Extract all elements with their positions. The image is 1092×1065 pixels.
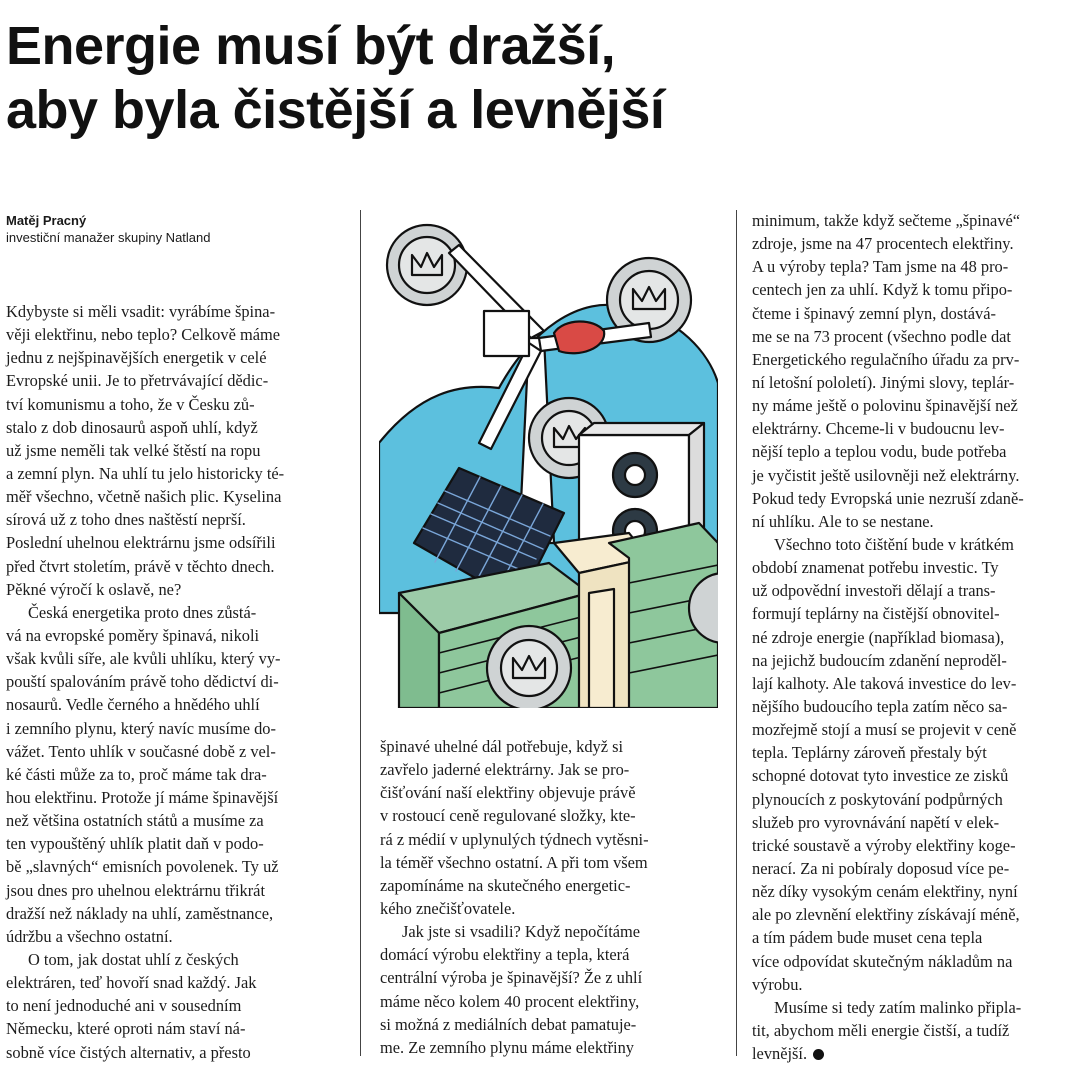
text-line: máme něco kolem 40 procent elektřiny,: [380, 991, 640, 1011]
text-line: Všechno toto čištění bude v krátkém: [774, 534, 1014, 554]
text-line: nosaurů. Vedle černého a hnědého uhlí: [6, 695, 260, 715]
end-mark-icon: [813, 1049, 824, 1060]
text-line: ten vypouštěný uhlík platit daň v podo-: [6, 834, 264, 854]
text-line: hou elektřinu. Protože jí máme špinavější: [6, 787, 279, 807]
text-line: centech jen za uhlí. Když k tomu připo-: [752, 280, 1013, 300]
text-line: elektrárny. Chceme-li v budoucnu lev-: [752, 419, 1005, 439]
text-line: né zdroje energie (například biomasa),: [752, 627, 1005, 647]
text-line: i zemního plynu, který navíc musíme do-: [6, 718, 276, 738]
text-line: a zemní plyn. Na uhlí tu jelo historicky té-: [6, 463, 285, 483]
text-line: minimum, takže když sečteme „špinavé“: [752, 211, 1021, 230]
text-line: mozřejmě stojí a musí se projevit v ceně: [752, 720, 1017, 740]
author-role: investiční manažer skupiny Natland: [6, 230, 211, 245]
text-line: výrobu.: [752, 974, 803, 994]
text-line: tví komunismu a toho, že v Česku zů-: [6, 394, 255, 414]
text-line: měř všechno, včetně našich plic. Kyselina: [6, 487, 282, 507]
text-line: zapomínáme na skutečného energetic-: [380, 875, 631, 895]
column-divider: [736, 210, 737, 1056]
text-line: na jejichž budoucím zdanění neproděl-: [752, 650, 1007, 670]
text-line: Kdybyste si měli vsadit: vyrábíme špina-: [6, 302, 276, 321]
text-line: kého znečišťovatele.: [380, 898, 516, 918]
text-line: me se na 73 procent (všechno podle dat: [752, 326, 1011, 346]
text-line: vá na evropské poměry špinavá, nikoli: [6, 625, 260, 645]
text-line: dražší než náklady na uhlí, zaměstnance,: [6, 903, 274, 923]
text-line: údržbu a všechno ostatní.: [6, 926, 173, 946]
author-byline: [6, 212, 211, 246]
text-line: nějšího budoucího tepla zatím něco sa-: [752, 696, 1008, 716]
text-line: nerací. Za ni pobíraly doposud více pe-: [752, 858, 1010, 878]
text-line: nější teplo a teplou vodu, bude potřeba: [752, 442, 1007, 462]
energy-illustration: [379, 213, 718, 708]
text-line: tit, abychom měli energie čistší, a tudíž: [752, 1020, 1010, 1040]
text-line: už jsme neměli tak velké štěstí na ropu: [6, 440, 261, 460]
text-line: Poslední uhelnou elektrárnu jsme odsířili: [6, 533, 276, 553]
headline-line-2: aby byla čistější a levnější: [6, 80, 665, 140]
text-line: zavřelo jaderné elektrárny. Jak se pro-: [380, 760, 630, 780]
text-line: ale po zlevnění elektřiny získávají méně,: [752, 905, 1020, 925]
text-line: si možná z mediálních debat pamatuje-: [380, 1014, 637, 1034]
text-line: Musíme si tedy zatím malinko připla-: [774, 997, 1022, 1017]
text-line: zdroje, jsme na 47 procentech elektřiny.: [752, 234, 1014, 254]
text-line: už odpovědní investoři dělají a trans-: [752, 581, 996, 601]
author-name: Matěj Pracný: [6, 213, 87, 228]
text-line: Energetického regulačního úřadu za prv-: [752, 349, 1020, 369]
text-line: ny máme ještě o polovinu špinavější než: [752, 396, 1018, 416]
text-line: tepla. Teplárny zároveň přestaly být: [752, 743, 987, 763]
text-line: v rostoucí ceně regulované složky, kte-: [380, 806, 636, 826]
text-line: čteme i špinavý zemní plyn, dostává-: [752, 303, 996, 323]
text-line: sobně více čistých alternativ, a přesto: [6, 1042, 251, 1062]
text-line: stalo z dob dinosaurů aspoň uhlí, když: [6, 417, 258, 437]
text-line: věji elektřinu, nebo teplo? Celkově máme: [6, 325, 280, 345]
article-column-2: [380, 735, 720, 1059]
text-line: ké části může za to, proč máme tak dra-: [6, 764, 267, 784]
article-headline: [6, 14, 664, 142]
text-line: více odpovídat skutečným nákladům na: [752, 951, 1013, 971]
column-divider: [360, 210, 361, 1056]
text-line: vážet. Tento uhlík v současné době z vel-: [6, 741, 276, 761]
text-line: období znamenat potřebu investic. Ty: [752, 558, 999, 578]
text-line: před čtvrt stoletím, právě v těchto dnech.: [6, 556, 275, 576]
text-line: Pokud tedy Evropská unie nezruší zdaně-: [752, 488, 1024, 508]
text-line: ní uhlíku. Ale to se nestane.: [752, 511, 934, 531]
text-line: však kvůli síře, ale kvůli uhlíku, který vy-: [6, 649, 281, 669]
text-line: to není jednoduché ani v sousedním: [6, 996, 242, 1016]
text-line: něz díky vysokým cenám elektřiny, nyní: [752, 882, 1018, 902]
text-line: jednu z nejšpinavějších energetik v celé: [6, 348, 267, 368]
text-line: jsou dnes pro uhelnou elektrárnu třikrát: [6, 880, 265, 900]
coin-icon: [387, 225, 467, 305]
text-line: levnější.: [752, 1042, 1092, 1065]
text-line: Česká energetika proto dnes zůstá-: [28, 602, 257, 622]
text-line: špinavé uhelné dál potřebuje, když si: [380, 737, 624, 756]
text-line: schopné dotovat tyto investice ze zisků: [752, 766, 1009, 786]
text-line: a tím pádem bude muset cena tepla: [752, 928, 983, 948]
text-line: lají kalhoty. Ale taková investice do lev-: [752, 673, 1017, 693]
text-line: plynoucích z poskytování podpůrných: [752, 789, 1003, 809]
text-line: formují teplárny na čistější obnovitel-: [752, 604, 1000, 624]
text-line: Pěkné výročí k oslavě, ne?: [6, 579, 182, 599]
text-line: la téměř všechno ostatní. A při tom všem: [380, 852, 648, 872]
text-line: trické soustavě a výroby elektřiny koge-: [752, 835, 1016, 855]
text-line: Jak jste si vsadili? Když nepočítáme: [402, 922, 641, 942]
text-line: elektráren, teď hovoří snad každý. Jak: [6, 973, 257, 993]
text-line: bě „slavných“ emisních povolenek. Ty už: [6, 857, 279, 877]
text-line: služeb pro vyrovnávání napětí v elek-: [752, 812, 1000, 832]
text-line: A u výroby tepla? Tam jsme na 48 pro-: [752, 257, 1009, 277]
article-column-1: [6, 300, 341, 1064]
text-line: čišťování naší elektřiny objevuje právě: [380, 783, 636, 803]
text-line: centrální výroba je špinavější? Že z uhlí: [380, 968, 643, 988]
text-line: domácí výrobu elektřiny a tepla, která: [380, 945, 630, 965]
text-line: než většina ostatních států a musíme za: [6, 811, 264, 831]
article-column-3: [752, 209, 1092, 1065]
text-line: ní letošní pololetí). Jinými slovy, teplár-: [752, 372, 1015, 392]
text-line: je vyčistit ještě usilovněji než elektrárny.: [752, 465, 1020, 485]
text-line: O tom, jak dostat uhlí z českých: [28, 949, 239, 969]
text-line: pouští spalováním právě toho dědictví di-: [6, 672, 279, 692]
text-line: rá z médií v uplynulých týdnech vytěsni-: [380, 829, 649, 849]
text-line: sírová už z toho dnes naštěstí neprší.: [6, 510, 246, 530]
text-line: Německu, které oproti nám staví ná-: [6, 1019, 246, 1039]
headline-line-1: Energie musí být dražší,: [6, 16, 616, 76]
text-line: Evropské unii. Je to přetrvávající dědic-: [6, 371, 269, 391]
coin-icon: [487, 626, 571, 708]
text-line: me. Ze zemního plynu máme elektřiny: [380, 1037, 634, 1057]
